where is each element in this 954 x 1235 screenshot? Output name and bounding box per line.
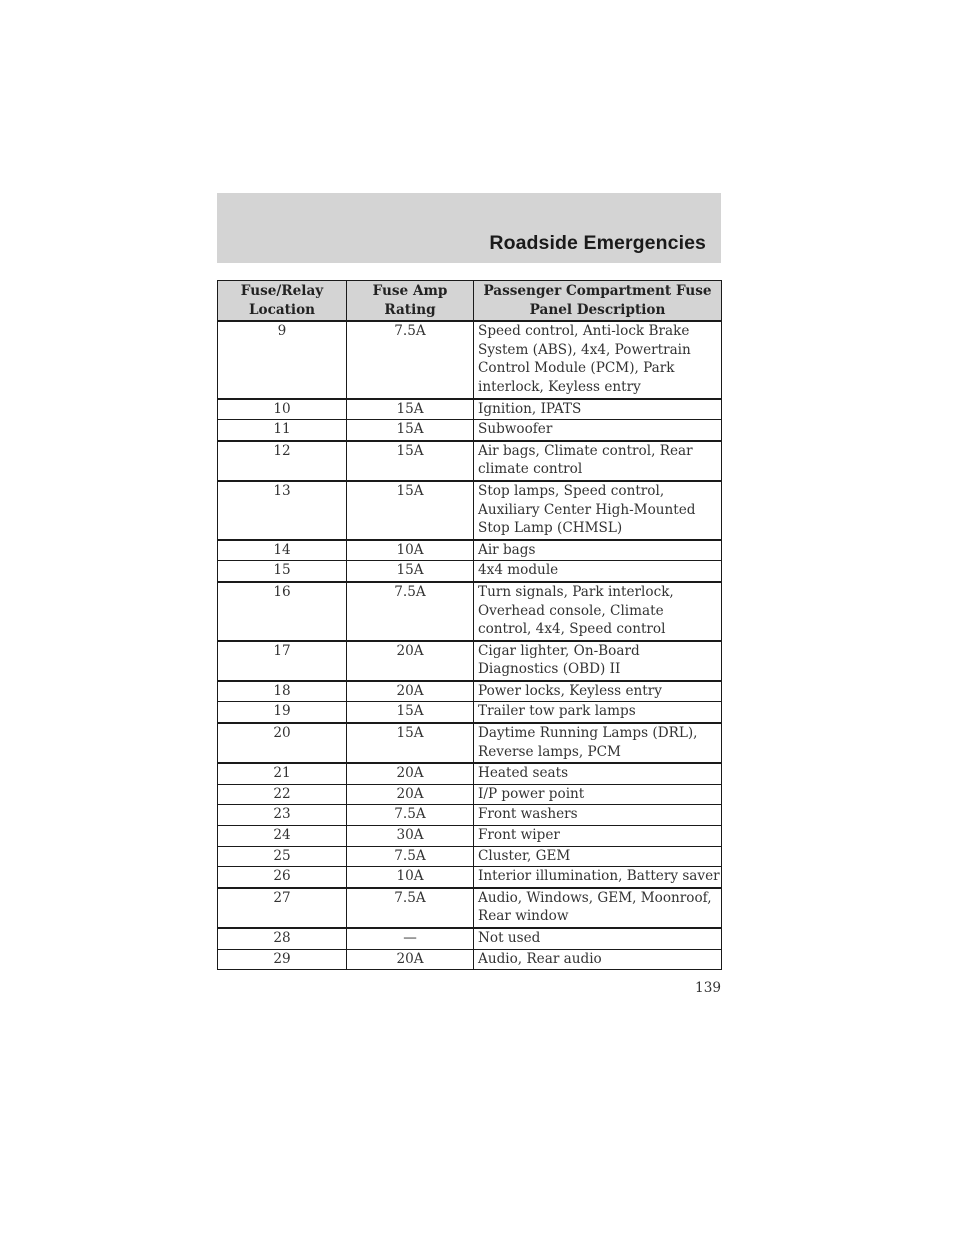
table-row: [218, 399, 722, 420]
fuse-rating-cell: 7.5A: [347, 582, 474, 641]
description-line: Not used: [478, 930, 541, 946]
fuse-description-cell: [474, 805, 722, 826]
table-row: [218, 723, 722, 763]
description-line: Audio, Windows, GEM, Moonroof,: [478, 889, 712, 906]
fuse-description-cell: [474, 702, 722, 723]
table-row: [218, 582, 722, 641]
fuse-rating-cell: 15A: [347, 702, 474, 723]
section-header-band: [217, 193, 721, 263]
fuse-description-cell: [474, 784, 722, 805]
fuse-description-cell: [474, 888, 722, 928]
table-row: [218, 481, 722, 540]
header-location: Fuse/Relay Location: [218, 281, 347, 322]
fuse-description-cell: [474, 723, 722, 763]
fuse-rating-cell: 20A: [347, 763, 474, 784]
fuse-location-cell: 11: [218, 420, 347, 441]
fuse-description-cell: [474, 928, 722, 949]
fuse-location-cell: 28: [218, 928, 347, 949]
table-row: [218, 540, 722, 561]
description-line: climate control: [478, 461, 583, 478]
table-row: [218, 641, 722, 681]
table-row: [218, 949, 722, 970]
fuse-location-cell: 10: [218, 399, 347, 420]
fuse-rating-cell: 20A: [347, 784, 474, 805]
fuse-description-cell: [474, 763, 722, 784]
fuse-table: [217, 280, 722, 970]
fuse-rating-cell: 30A: [347, 826, 474, 847]
description-line: Heated seats: [478, 765, 569, 782]
table-body: [218, 321, 722, 970]
fuse-description-cell: [474, 826, 722, 847]
fuse-rating-cell: 7.5A: [347, 888, 474, 928]
fuse-location-cell: 20: [218, 723, 347, 763]
table-header-row: [218, 281, 722, 322]
fuse-rating-cell: 7.5A: [347, 846, 474, 867]
table-row: [218, 826, 722, 847]
table-row: [218, 763, 722, 784]
description-line: Cigar lighter, On-Board: [478, 642, 640, 659]
fuse-location-cell: 25: [218, 846, 347, 867]
fuse-location-cell: 19: [218, 702, 347, 723]
fuse-location-cell: 12: [218, 441, 347, 481]
fuse-rating-cell: 15A: [347, 441, 474, 481]
description-line: Speed control, Anti-lock Brake: [478, 323, 690, 340]
description-line: Subwoofer: [478, 421, 553, 438]
description-line: Control Module (PCM), Park: [478, 360, 675, 377]
fuse-rating-cell: 15A: [347, 420, 474, 441]
description-line: Interior illumination, Battery saver: [478, 868, 720, 885]
description-line: Power locks, Keyless entry: [478, 682, 662, 699]
table-row: [218, 928, 722, 949]
description-line: Rear window: [478, 908, 569, 925]
description-line: Overhead console, Climate: [478, 602, 664, 619]
description-line: Diagnostics (OBD) II: [478, 661, 621, 678]
fuse-description-cell: [474, 641, 722, 681]
table-row: [218, 805, 722, 826]
fuse-location-cell: 13: [218, 481, 347, 540]
fuse-rating-cell: 20A: [347, 949, 474, 970]
table-row: [218, 702, 722, 723]
fuse-description-cell: [474, 481, 722, 540]
description-line: Air bags: [478, 541, 536, 558]
fuse-rating-cell: 15A: [347, 399, 474, 420]
table-row: [218, 867, 722, 888]
description-line: I/P power point: [478, 785, 585, 802]
fuse-location-cell: 22: [218, 784, 347, 805]
description-line: Auxiliary Center High-Mounted: [478, 501, 696, 518]
fuse-rating-cell: 20A: [347, 681, 474, 702]
fuse-description-cell: [474, 441, 722, 481]
description-line: Daytime Running Lamps (DRL),: [478, 725, 698, 742]
description-line: 4x4 module: [478, 562, 559, 579]
fuse-rating-cell: 7.5A: [347, 805, 474, 826]
table-row: [218, 441, 722, 481]
fuse-description-cell: [474, 846, 722, 867]
fuse-location-cell: 29: [218, 949, 347, 970]
description-line: Ignition, IPATS: [478, 400, 582, 417]
fuse-description-cell: [474, 681, 722, 702]
fuse-description-cell: [474, 582, 722, 641]
fuse-rating-cell: 15A: [347, 723, 474, 763]
fuse-rating-cell: 20A: [347, 641, 474, 681]
table-row: [218, 321, 722, 398]
table-row: [218, 420, 722, 441]
header-description: Passenger Compartment Fuse Panel Description: [474, 281, 722, 322]
fuse-description-cell: [474, 540, 722, 561]
fuse-location-cell: 26: [218, 867, 347, 888]
table-row: [218, 846, 722, 867]
fuse-description-cell: [474, 867, 722, 888]
fuse-location-cell: 21: [218, 763, 347, 784]
description-line: Audio, Rear audio: [478, 950, 602, 967]
fuse-rating-cell: 10A: [347, 867, 474, 888]
description-line: Front wiper: [478, 827, 560, 844]
fuse-rating-cell: —: [347, 928, 474, 949]
description-line: Air bags, Climate control, Rear: [478, 442, 693, 459]
description-line: Stop Lamp (CHMSL): [478, 520, 623, 537]
description-line: Reverse lamps, PCM: [478, 743, 621, 760]
fuse-rating-cell: 10A: [347, 540, 474, 561]
description-line: Front washers: [478, 806, 578, 823]
description-line: control, 4x4, Speed control: [478, 621, 666, 638]
fuse-location-cell: 15: [218, 561, 347, 582]
fuse-rating-cell: 15A: [347, 481, 474, 540]
table-row: [218, 888, 722, 928]
fuse-rating-cell: 15A: [347, 561, 474, 582]
section-title: Roadside Emergencies: [489, 232, 706, 254]
fuse-location-cell: 14: [218, 540, 347, 561]
fuse-location-cell: 23: [218, 805, 347, 826]
description-line: Turn signals, Park interlock,: [478, 583, 674, 600]
table-row: [218, 681, 722, 702]
fuse-location-cell: 24: [218, 826, 347, 847]
fuse-location-cell: 18: [218, 681, 347, 702]
fuse-location-cell: 27: [218, 888, 347, 928]
fuse-description-cell: [474, 949, 722, 970]
page-number: 139: [695, 980, 721, 996]
fuse-location-cell: 16: [218, 582, 347, 641]
fuse-location-cell: 17: [218, 641, 347, 681]
description-line: Cluster, GEM: [478, 847, 571, 864]
description-line: interlock, Keyless entry: [478, 378, 641, 395]
description-line: Trailer tow park lamps: [478, 703, 636, 720]
fuse-description-cell: [474, 399, 722, 420]
fuse-rating-cell: 7.5A: [347, 321, 474, 398]
header-rating: Fuse Amp Rating: [347, 281, 474, 322]
table-row: [218, 784, 722, 805]
fuse-location-cell: 9: [218, 321, 347, 398]
description-line: Stop lamps, Speed control,: [478, 482, 665, 499]
table-row: [218, 561, 722, 582]
fuse-description-cell: [474, 561, 722, 582]
description-line: System (ABS), 4x4, Powertrain: [478, 341, 691, 358]
fuse-description-cell: [474, 420, 722, 441]
fuse-description-cell: [474, 321, 722, 398]
